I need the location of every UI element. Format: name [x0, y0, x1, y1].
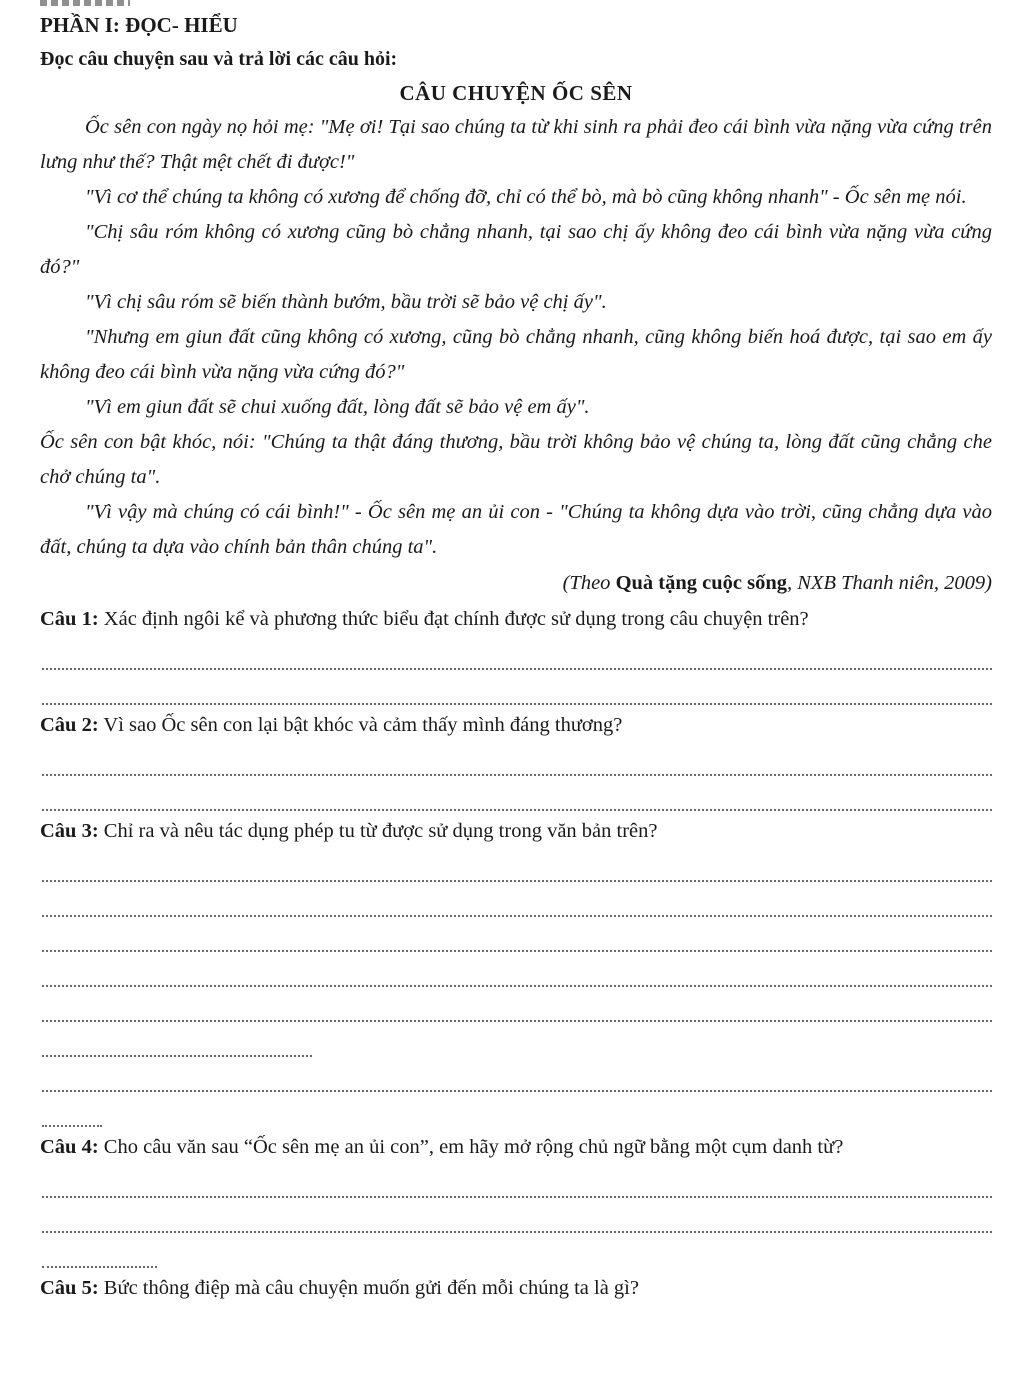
answer-line[interactable]: [42, 882, 992, 917]
question-label: Câu 4:: [40, 1136, 99, 1158]
question-label: Câu 2:: [40, 714, 99, 736]
question-label: Câu 1:: [40, 608, 99, 630]
cropped-heading-fragment: [40, 0, 130, 6]
story-paragraph: "Vì chị sâu róm sẽ biến thành bướm, bầu trời sẽ bảo vệ chị ấy".: [85, 291, 607, 313]
answer-line[interactable]: [42, 1198, 992, 1233]
worksheet-page: [40, 10, 992, 1304]
answer-line[interactable]: [42, 952, 992, 987]
story-paragraph: "Chị sâu róm không có xương cũng bò chẳng nhanh, tại sao chị ấy không đeo cái bình vừa nặng vừa cứng đó?": [40, 221, 992, 278]
answer-line[interactable]: [42, 776, 992, 811]
story-paragraph: "Vì em giun đất sẽ chui xuống đất, lòng đất sẽ bảo vệ em ấy".: [85, 396, 590, 418]
answer-line[interactable]: [42, 1057, 992, 1092]
story-paragraph: Ốc sên con bật khóc, nói: "Chúng ta thật đáng thương, bầu trời không bảo vệ chúng ta, lòng đất cũng chẳng che chở chúng ta".: [40, 431, 992, 488]
source-book-title: Quà tặng cuộc sống: [615, 572, 787, 594]
section-title: PHẦN I: ĐỌC- HIỂU: [40, 13, 238, 37]
question-text: Chỉ ra và nêu tác dụng phép tu từ được sử dụng trong văn bản trên?: [98, 820, 658, 842]
answer-line[interactable]: [42, 670, 992, 705]
question-5: [40, 1272, 992, 1304]
story-title: CÂU CHUYỆN ỐC SÊN: [399, 81, 633, 105]
question-3: [40, 815, 992, 1127]
question-text: Xác định ngôi kể và phương thức biểu đạt chính được sử dụng trong câu chuyện trên?: [98, 608, 809, 630]
story-paragraph: "Vì cơ thể chúng ta không có xương để chống đỡ, chỉ có thể bò, mà bò cũng không nhanh" - Ốc sên mẹ nói.: [85, 186, 967, 208]
question-label: Câu 5:: [40, 1277, 99, 1299]
answer-line[interactable]: [42, 1163, 992, 1198]
question-text: Vì sao Ốc sên con lại bật khóc và cảm thấy mình đáng thương?: [98, 714, 623, 736]
answer-line[interactable]: [42, 1233, 157, 1268]
answer-line[interactable]: [42, 741, 992, 776]
question-2: [40, 709, 992, 811]
question-1: [40, 603, 992, 705]
answer-line[interactable]: [42, 635, 992, 670]
answer-line[interactable]: [42, 1022, 312, 1057]
instruction: Đọc câu chuyện sau và trả lời các câu hỏi:: [40, 48, 398, 70]
question-text: Cho câu văn sau “Ốc sên mẹ an ủi con”, em hãy mở rộng chủ ngữ bằng một cụm danh từ?: [98, 1136, 844, 1158]
answer-line[interactable]: [42, 987, 992, 1022]
question-text: Bức thông điệp mà câu chuyện muốn gửi đến mỗi chúng ta là gì?: [98, 1277, 639, 1299]
story-paragraph: "Vì vậy mà chúng có cái bình!" - Ốc sên mẹ an ủi con - "Chúng ta không dựa vào trời, cũng chẳng dựa vào đất, chúng ta dựa vào chính bản thân chúng ta".: [40, 501, 992, 558]
story-paragraph: Ốc sên con ngày nọ hỏi mẹ: "Mẹ ơi! Tại sao chúng ta từ khi sinh ra phải đeo cái bình vừa nặng vừa cứng trên lưng như thế? Thật mệt chết đi được!": [40, 116, 992, 173]
story-paragraph: "Nhưng em giun đất cũng không có xương, cũng bò chẳng nhanh, cũng không biến hoá được, tại sao em ấy không đeo cái bình vừa nặng vừa cứng đó?": [40, 326, 992, 383]
answer-line[interactable]: [42, 847, 992, 882]
answer-line[interactable]: [42, 1092, 102, 1127]
answer-line[interactable]: [42, 917, 992, 952]
source-prefix: (Theo: [562, 572, 616, 594]
story-text: [40, 110, 992, 565]
source-suffix: , NXB Thanh niên, 2009): [787, 572, 992, 594]
question-label: Câu 3:: [40, 820, 99, 842]
source-citation: [40, 567, 992, 599]
question-4: [40, 1131, 992, 1268]
